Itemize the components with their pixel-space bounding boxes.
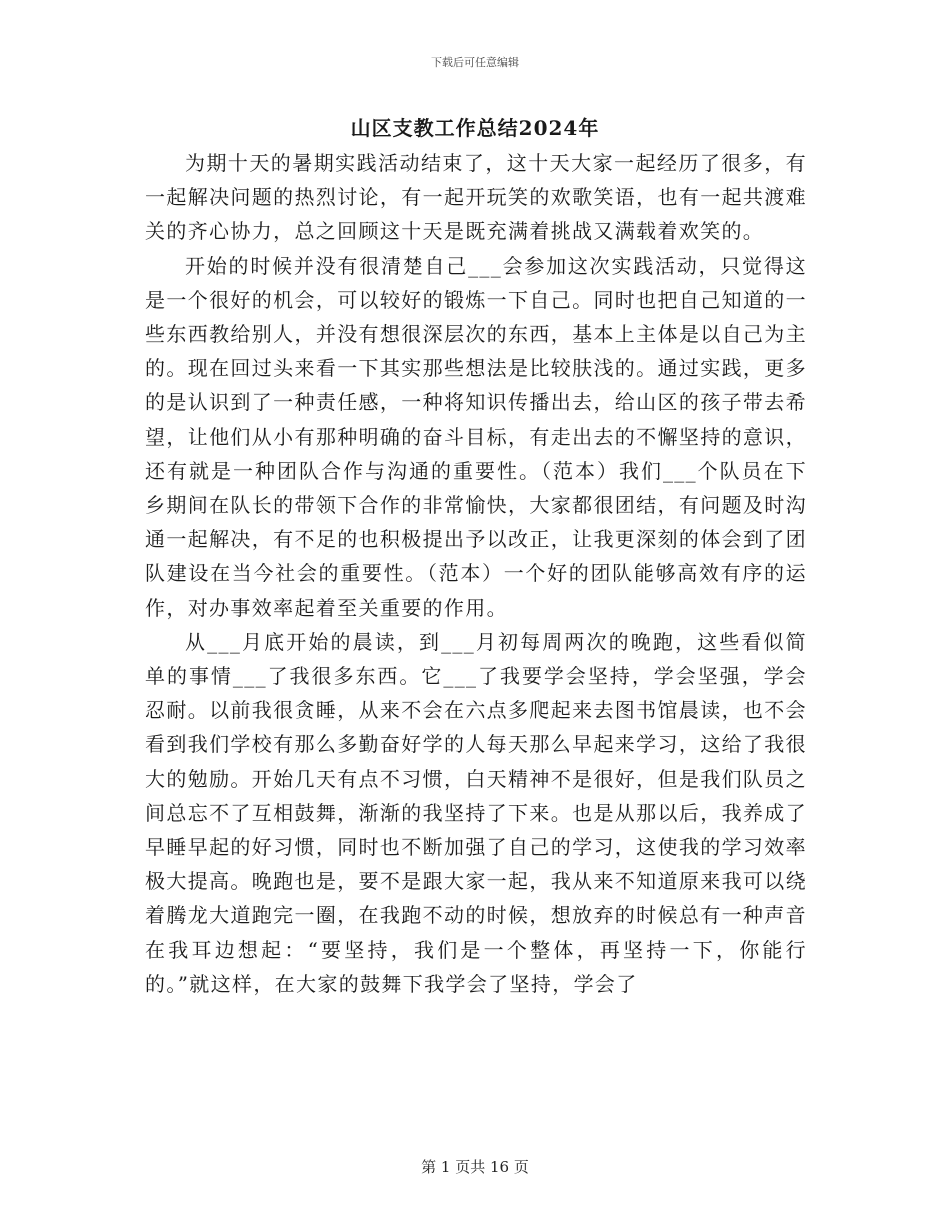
page-header-note: 下载后可任意编辑 — [431, 56, 519, 69]
paragraph-1: 为期十天的暑期实践活动结束了，这十天大家一起经历了很多，有一起解决问题的热烈讨论，有一起开玩笑的欢歌笑语，也有一起共渡难关的齐心协力，总之回顾这十天是既充满着挑战又满载着欢笑的。 — [145, 151, 807, 244]
document-body — [145, 146, 807, 1001]
paragraph-3: 从___月底开始的晨读，到___月初每周两次的晚跑，这些看似简单的事情___了我很多东西。它___了我要学会坚持，学会坚强，学会忍耐。以前我很贪睡，从来不会在六点多爬起来去图书馆晨读，也不会看到我们学校有那么多勤奋好学的人每天那么早起来学习，这给了我很大的勉励。开始几天有点不习惯，白天精神不是很好，但是我们队员之间总忘不了互相鼓舞，渐渐的我坚持了下来。也是从那以后，我养成了早睡早起的好习惯，同时也不断加强了自己的学习，这使我的学习效率极大提高。晚跑也是，要不是跟大家一起，我从来不知道原来我可以绕着腾龙大道跑完一圈，在我跑不动的时候，想放弃的时候总有一种声音在我耳边想起：“要坚持，我们是一个整体，再坚持一下，你能行的。”就这样，在大家的鼓舞下我学会了坚持，学会了 — [145, 629, 807, 996]
paragraph-2: 开始的时候并没有很清楚自己___会参加这次实践活动，只觉得这是一个很好的机会，可以较好的锻炼一下自己。同时也把自己知道的一些东西教给别人，并没有想很深层次的东西，基本上主体是以自己为主的。现在回过头来看一下其实那些想法是比较肤浅的。通过实践，更多的是认识到了一种责任感，一种将知识传播出去，给山区的孩子带去希望，让他们从小有那种明确的奋斗目标，有走出去的不懈坚持的意识，还有就是一种团队合作与沟通的重要性。（范本）我们___个队员在下乡期间在队长的带领下合作的非常愉快，大家都很团结，有问题及时沟通一起解决，有不足的也积极提出予以改正，让我更深刻的体会到了团队建设在当今社会的重要性。（范本）一个好的团队能够高效有序的运作，对办事效率起着至关重要的作用。 — [145, 253, 807, 620]
page-number: 第 1 页共 16 页 — [421, 1158, 529, 1176]
document-title: 山区支教工作总结2024年 — [350, 116, 600, 140]
